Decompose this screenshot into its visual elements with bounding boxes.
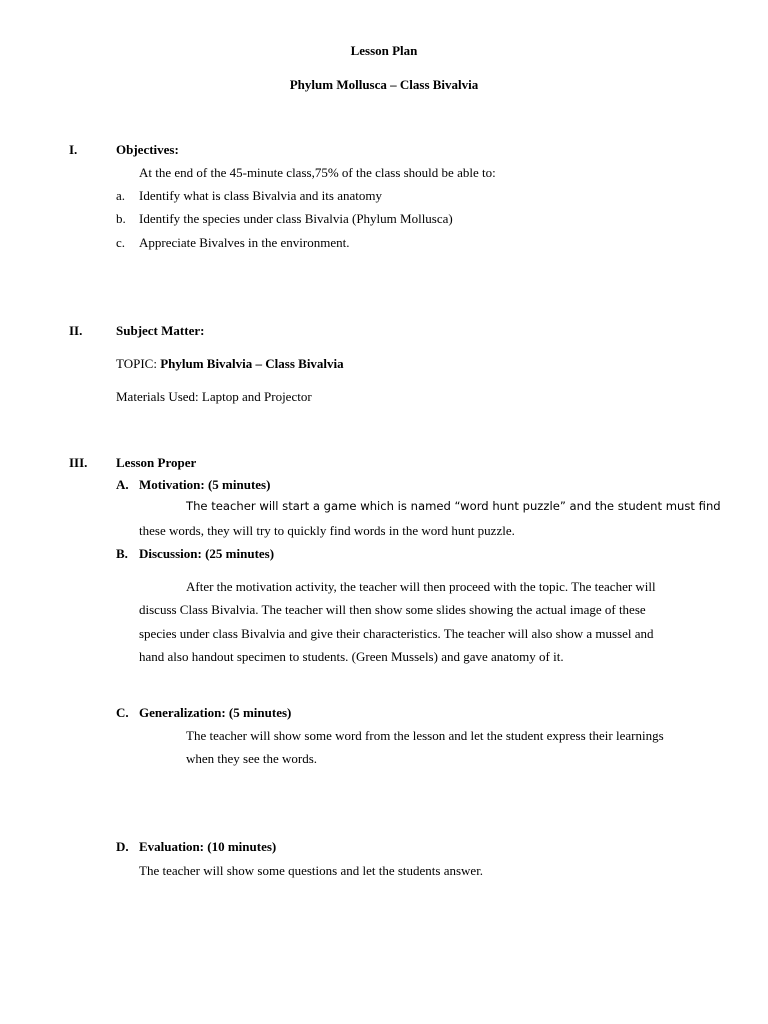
motivation-text: these words, they will try to quickly find words in the word hunt puzzle. — [139, 523, 515, 538]
discussion-text: hand also handout specimen to students. (Green Mussels) and gave anatomy of it. — [139, 649, 564, 664]
list-marker: b. — [116, 211, 126, 226]
discussion-text: After the motivation activity, the teacher will then proceed with the topic. The teacher will — [186, 579, 656, 594]
section-heading: Lesson Proper — [116, 455, 197, 470]
discussion-text: discuss Class Bivalvia. The teacher will then show some slides showing the actual image of these — [139, 602, 646, 617]
list-marker: a. — [116, 188, 126, 203]
subsection-marker: D. — [116, 839, 129, 854]
subsection-marker: A. — [116, 477, 129, 492]
objective-item: Identify the species under class Bivalvia (Phylum Mollusca) — [139, 211, 453, 226]
generalization-heading: Generalization: (5 minutes) — [139, 705, 292, 720]
evaluation-heading: Evaluation: (10 minutes) — [139, 839, 277, 854]
section-heading: Subject Matter: — [116, 323, 205, 338]
section-numeral: III. — [69, 455, 88, 470]
objective-item: Identify what is class Bivalvia and its anatomy — [139, 188, 382, 203]
section-numeral: I. — [69, 142, 78, 157]
topic-label: TOPIC: — [116, 356, 161, 371]
document-subtitle: Phylum Mollusca – Class Bivalvia — [289, 77, 479, 92]
section-numeral: II. — [69, 323, 83, 338]
motivation-text: The teacher will start a game which is named “word hunt puzzle” and the student must find — [186, 499, 721, 513]
materials-line: Materials Used: Laptop and Projector — [116, 389, 312, 404]
list-marker: c. — [116, 235, 126, 250]
generalization-text: The teacher will show some word from the lesson and let the student express their learnings — [186, 728, 664, 743]
subsection-marker: B. — [116, 546, 128, 561]
motivation-heading: Motivation: (5 minutes) — [139, 477, 271, 492]
discussion-text: species under class Bivalvia and give their characteristics. The teacher will also show a mussel and — [139, 626, 654, 641]
section-heading: Objectives: — [116, 142, 179, 157]
topic-line — [116, 357, 344, 370]
document-title: Lesson Plan — [350, 43, 418, 58]
topic-value: Phylum Bivalvia – Class Bivalvia — [160, 356, 344, 371]
subsection-marker: C. — [116, 705, 129, 720]
generalization-text: when they see the words. — [186, 751, 318, 766]
evaluation-text: The teacher will show some questions and let the students answer. — [139, 863, 484, 878]
objective-item: Appreciate Bivalves in the environment. — [139, 235, 350, 250]
discussion-heading: Discussion: (25 minutes) — [139, 546, 275, 561]
objectives-intro: At the end of the 45-minute class,75% of the class should be able to: — [139, 165, 496, 180]
